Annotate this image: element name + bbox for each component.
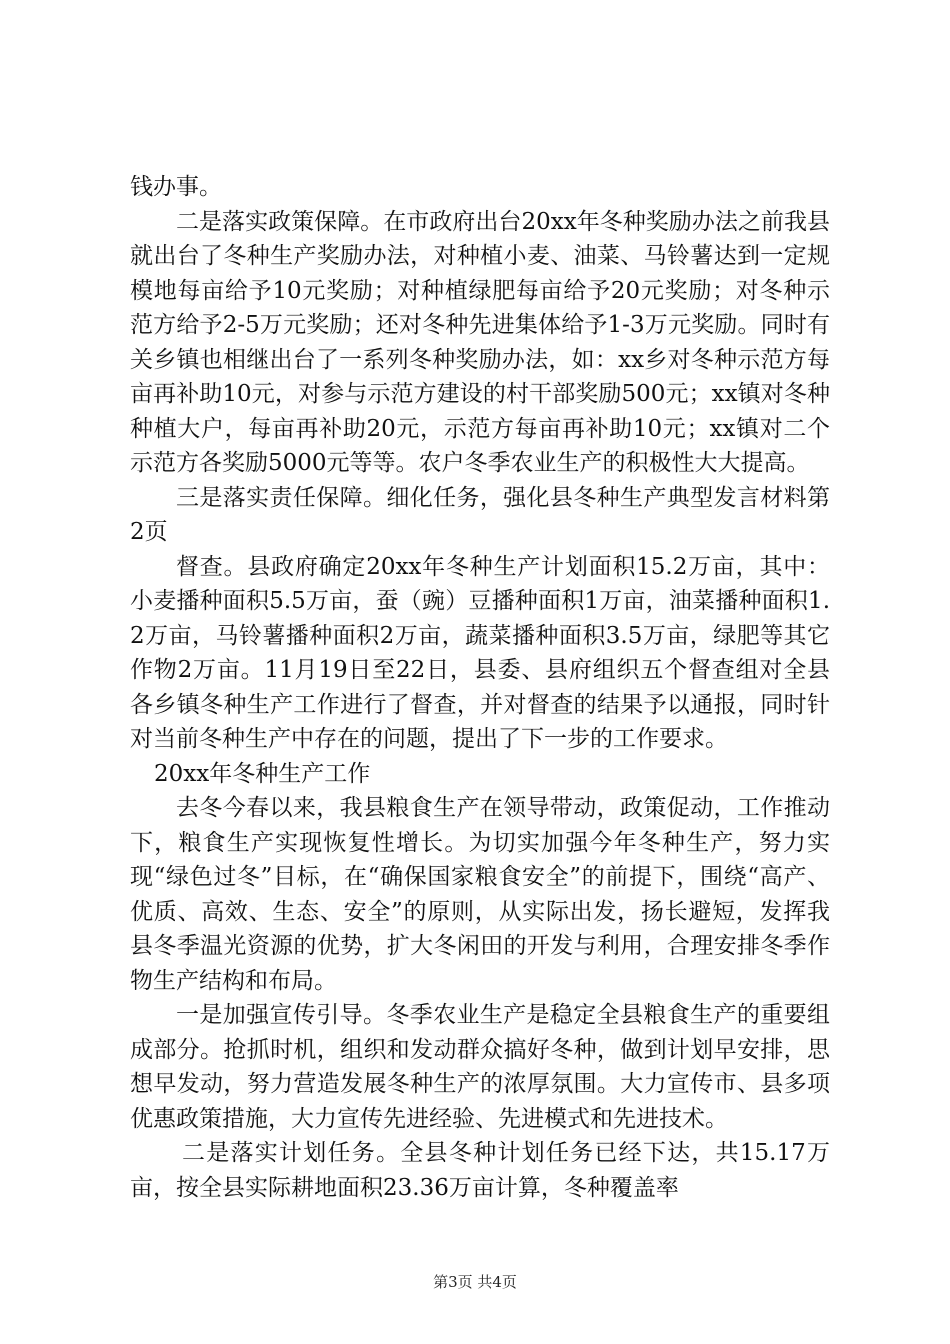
paragraph-responsibility-guarantee: 三是落实责任保障。细化任务，强化县冬种生产典型发言材料第2页 — [130, 484, 830, 545]
paragraph-publicity-guidance: 一是加强宣传引导。冬季农业生产是稳定全县粮食生产的重要组成部分。抢抓时机，组织和发动群众搞好冬种，做到计划早安排，思想早发动，努力营造发展冬种生产的浓厚氛围。大力宣传市、县多项优惠政策措施，大力宣传先进经验、先进模式和先进技术。 — [130, 1002, 830, 1132]
page-indicator: 第3页 共4页 — [433, 1273, 517, 1291]
paragraph-policy-guarantee: 二是落实政策保障。在市政府出台20xx年冬种奖励办法之前我县就出台了冬种生产奖励办法，对种植小麦、油菜、马铃薯达到一定规模地每亩给予10元奖励；对种植绿肥每亩给予20元奖励；对冬种示范方给予2-5万元奖励；还对冬种先进集体给予1-3万元奖励。同时有关乡镇也相继出台了一系列冬种奖励办法，如：xx乡对冬种示范方每亩再补助10元，对参与示范方建设的村干部奖励500元；xx镇对冬种种植大户，每亩再补助20元，示范方每亩再补助10元；xx镇对二个示范方各奖励5000元等等。农户冬季农业生产的积极性大大提高。 — [130, 208, 830, 476]
paragraph-introduction: 去冬今春以来，我县粮食生产在领导带动，政策促动，工作推动下，粮食生产实现恢复性增长。为切实加强今年冬种生产，努力实现“绿色过冬”目标，在“确保国家粮食安全”的前提下，围绕“高产、优质、高效、生态、安全”的原则，从实际出发，扬长避短，发挥我县冬季温光资源的优势，扩大冬闲田的开发与利用，合理安排冬季作物生产结构和布局。 — [130, 795, 830, 994]
paragraph-continuation: 钱办事。 — [130, 174, 222, 200]
page-footer — [0, 1272, 950, 1292]
paragraph-planned-tasks: 二是落实计划任务。全县冬种计划任务已经下达，共15.17万亩，按全县实际耕地面积23.36万亩计算，冬种覆盖率 — [130, 1140, 830, 1201]
paragraph-inspection: 督查。县政府确定20xx年冬种生产计划面积15.2万亩，其中：小麦播种面积5.5万亩，蚕（豌）豆播种面积1万亩，油菜播种面积1.2万亩，马铃薯播种面积2万亩，蔬菜播种面积3.5万亩，绿肥等其它作物2万亩。11月19日至22日，县委、县府组织五个督查组对全县各乡镇冬种生产工作进行了督查，并对督查的结果予以通报，同时针对当前冬种生产中存在的问题，提出了下一步的工作要求。 — [130, 553, 830, 752]
section-heading: 20xx年冬种生产工作 — [154, 760, 371, 787]
document-body — [130, 170, 830, 1205]
